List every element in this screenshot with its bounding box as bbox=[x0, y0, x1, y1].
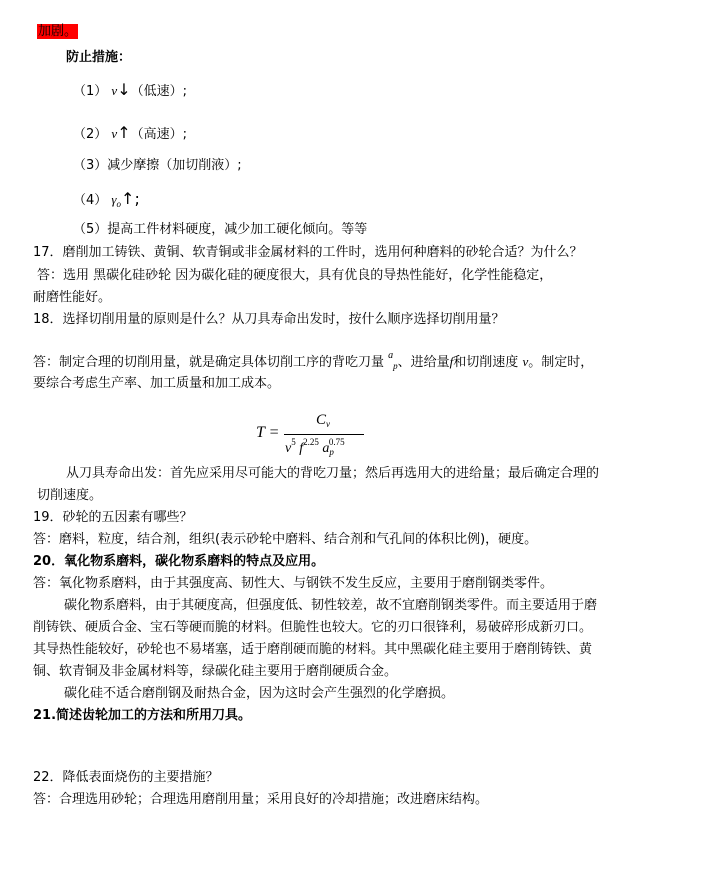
q19-question: 19．砂轮的五因素有哪些？ bbox=[33, 510, 193, 525]
gamma-subscript: o bbox=[116, 199, 122, 209]
measure-1-num: （1） bbox=[73, 84, 108, 99]
q18-answer-line3: 从刀具寿命出发：首先应采用尽可能大的背吃刀量；然后再选用大的进给量；最后确定合理的 bbox=[66, 466, 600, 481]
formula-a: a bbox=[322, 441, 330, 456]
measure-2 bbox=[73, 125, 187, 143]
formula-v: v bbox=[285, 441, 292, 456]
fraction-bar bbox=[284, 434, 364, 435]
top-fragment bbox=[37, 24, 78, 40]
measure-3: （3）减少摩擦（加切削液）; bbox=[73, 158, 242, 173]
measure-4-num: （4） bbox=[73, 193, 108, 208]
prevention-title: 防止措施： bbox=[66, 50, 132, 65]
formula-c-sub: v bbox=[326, 419, 331, 429]
formula-numerator bbox=[316, 412, 330, 429]
q19-answer: 答：磨料，粒度，结合剂，组织(表示砂轮中磨料、结合剂和气孔间的体积比例)，硬度。 bbox=[33, 532, 538, 547]
q17-answer-line2: 耐磨性能好。 bbox=[33, 290, 112, 305]
formula-lhs: T = bbox=[256, 424, 280, 441]
formula-c: C bbox=[316, 412, 327, 428]
q18-question: 18．选择切削用量的原则是什么？从刀具寿命出发时，按什么顺序选择切削用量？ bbox=[33, 312, 505, 327]
arrow-down-icon: ↓ bbox=[117, 80, 131, 99]
highlighted-text: 加剧。 bbox=[38, 24, 78, 39]
formula-v-exp: 5 bbox=[291, 437, 296, 447]
q18-answer-line1 bbox=[33, 348, 593, 374]
q20-line3: 削铸铁、硬质合金、宝石等硬而脆的材料。但脆性也较大。它的刃口很锋利，易破碎形成新刃口。 bbox=[33, 620, 593, 635]
q20-line4: 其导热性能较好，砂轮也不易堵塞，适于磨削硬而脆的材料。其中黑碳化硅主要用于磨削铸铁、黄 bbox=[33, 642, 593, 657]
formula-denominator bbox=[285, 437, 345, 457]
q20-line1: 答：氧化物系磨料，由于其强度高、韧性大、与钢铁不发生反应，主要用于磨削钢类零件。 bbox=[33, 576, 554, 591]
q18-a1-pre: 答：制定合理的切削用量，就是确定具体切削工序的背吃刀量 bbox=[33, 355, 385, 370]
formula-f-exp: 2.25 bbox=[303, 437, 319, 447]
formula-f: f bbox=[299, 441, 304, 456]
velocity-symbol: v bbox=[111, 83, 118, 98]
formula-a-exp: 0.75 bbox=[328, 437, 345, 447]
depth-symbol: a bbox=[388, 350, 394, 361]
q18-a1-mid2: 和切削速度 bbox=[453, 355, 519, 370]
measure-4-text: ↑; bbox=[121, 189, 140, 208]
q20-line5: 铜、软青铜及非金属材料等，绿碳化硅主要用于磨削硬质合金。 bbox=[33, 664, 398, 679]
measure-1-text: （低速）; bbox=[130, 84, 187, 99]
q21-question: 21.简述齿轮加工的方法和所用刀具。 bbox=[33, 708, 252, 723]
q18-a1-mid: 、进给量 bbox=[397, 355, 450, 370]
q18-a1-post: 。制定时， bbox=[528, 355, 594, 370]
feed-symbol: f bbox=[449, 354, 454, 369]
q18-answer-line2: 要综合考虑生产率、加工质量和加工成本。 bbox=[33, 376, 281, 391]
speed-symbol: v bbox=[522, 354, 529, 369]
q20-question: 20．氧化物系磨料，碳化物系磨料的特点及应用。 bbox=[33, 554, 325, 569]
depth-subscript: p bbox=[393, 361, 398, 371]
q18-answer-line4: 切削速度。 bbox=[37, 488, 103, 503]
q22-answer: 答：合理选用砂轮；合理选用磨削用量；采用良好的冷却措施；改进磨床结构。 bbox=[33, 792, 489, 807]
gamma-symbol: γ bbox=[111, 192, 117, 207]
measure-2-text: （高速）; bbox=[130, 127, 187, 142]
formula-a-sub: p bbox=[329, 447, 334, 457]
q17-answer-line1: 答：选用 黑碳化硅砂轮 因为碳化硅的硬度很大，具有优良的导热性能好，化学性能稳定， bbox=[37, 268, 553, 283]
measure-2-num: （2） bbox=[73, 127, 108, 142]
q17-question: 17．磨削加工铸铁、黄铜、软青铜或非金属材料的工件时，选用何种磨料的砂轮合适？为什么？ bbox=[33, 245, 583, 260]
q20-line6: 碳化硅不适合磨削钢及耐热合金，因为这时会产生强烈的化学磨损。 bbox=[64, 686, 455, 701]
measure-4 bbox=[73, 191, 140, 212]
measure-5: （5）提高工件材料硬度，减少加工硬化倾向。等等 bbox=[73, 222, 368, 237]
velocity-symbol: v bbox=[111, 126, 118, 141]
tool-life-formula bbox=[256, 412, 366, 456]
q22-question: 22．降低表面烧伤的主要措施？ bbox=[33, 770, 219, 785]
measure-1 bbox=[73, 82, 187, 100]
q20-line2: 碳化物系磨料，由于其硬度高，但强度低、韧性较差，故不宜磨削钢类零件。而主要适用于磨 bbox=[64, 598, 598, 613]
arrow-up-icon: ↑ bbox=[117, 123, 131, 142]
